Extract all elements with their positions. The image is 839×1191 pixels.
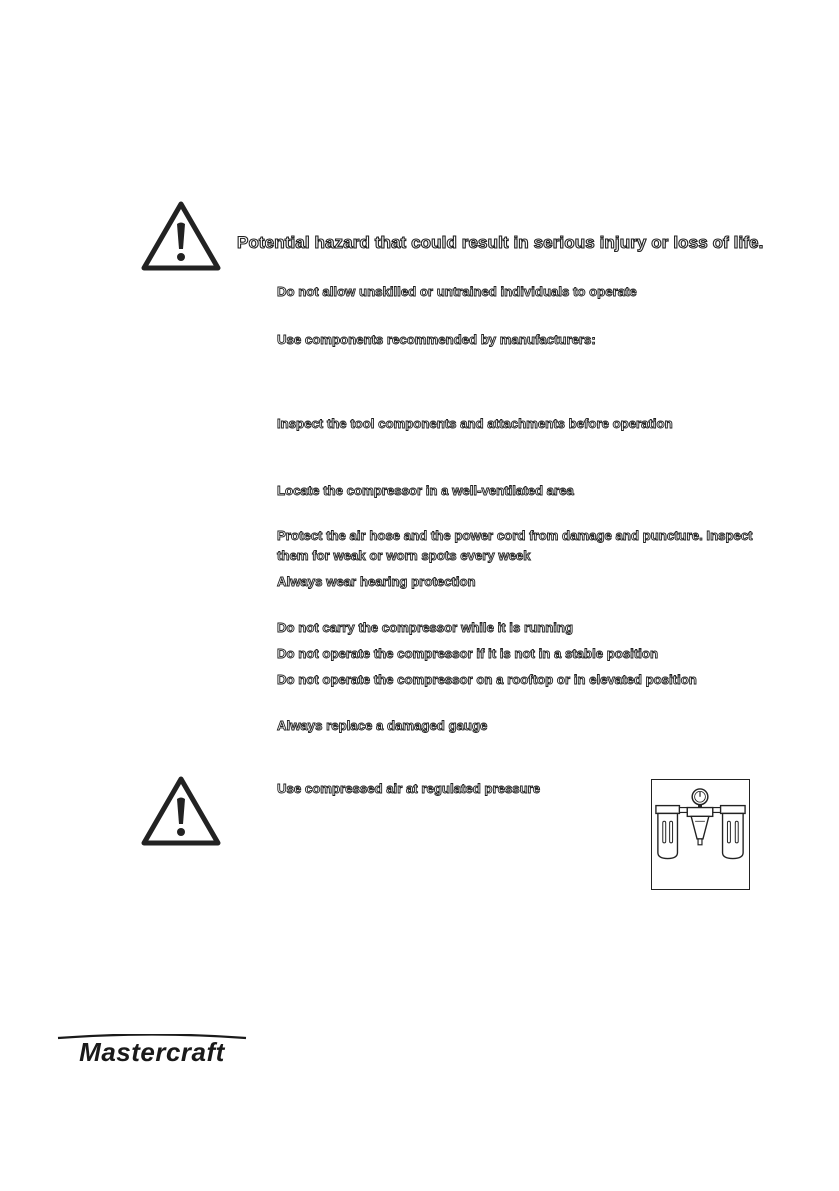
list-item: Locate the compressor in a well-ventilated area [277, 483, 574, 498]
list-item: Use compressed air at regulated pressure [277, 781, 541, 796]
warning-triangle-icon [140, 775, 222, 847]
list-item: Protect the air hose and the power cord from damage and puncture. Inspect [277, 528, 753, 543]
list-item: Always replace a damaged gauge [277, 718, 488, 733]
list-item: Use components recommended by manufacturers: [277, 332, 596, 347]
warning-triangle-icon [140, 200, 222, 272]
list-item: Do not allow unskilled or untrained individuals to operate [277, 284, 637, 299]
list-item: Do not operate the compressor on a rooftop or in elevated position [277, 672, 697, 687]
hazard-heading: Potential hazard that could result in serious injury or loss of life. [237, 233, 764, 252]
list-item: Inspect the tool components and attachments before operation [277, 416, 673, 431]
logo-text: Mastercraft [79, 1037, 225, 1066]
list-item: them for weak or worn spots every week [277, 548, 531, 563]
mastercraft-logo [52, 1034, 252, 1066]
filter-regulator-lubricator-icon [651, 779, 750, 890]
list-item: Do not operate the compressor if it is not in a stable position [277, 646, 659, 661]
list-item: Always wear hearing protection [277, 574, 476, 589]
list-item: Do not carry the compressor while it is running [277, 620, 574, 635]
